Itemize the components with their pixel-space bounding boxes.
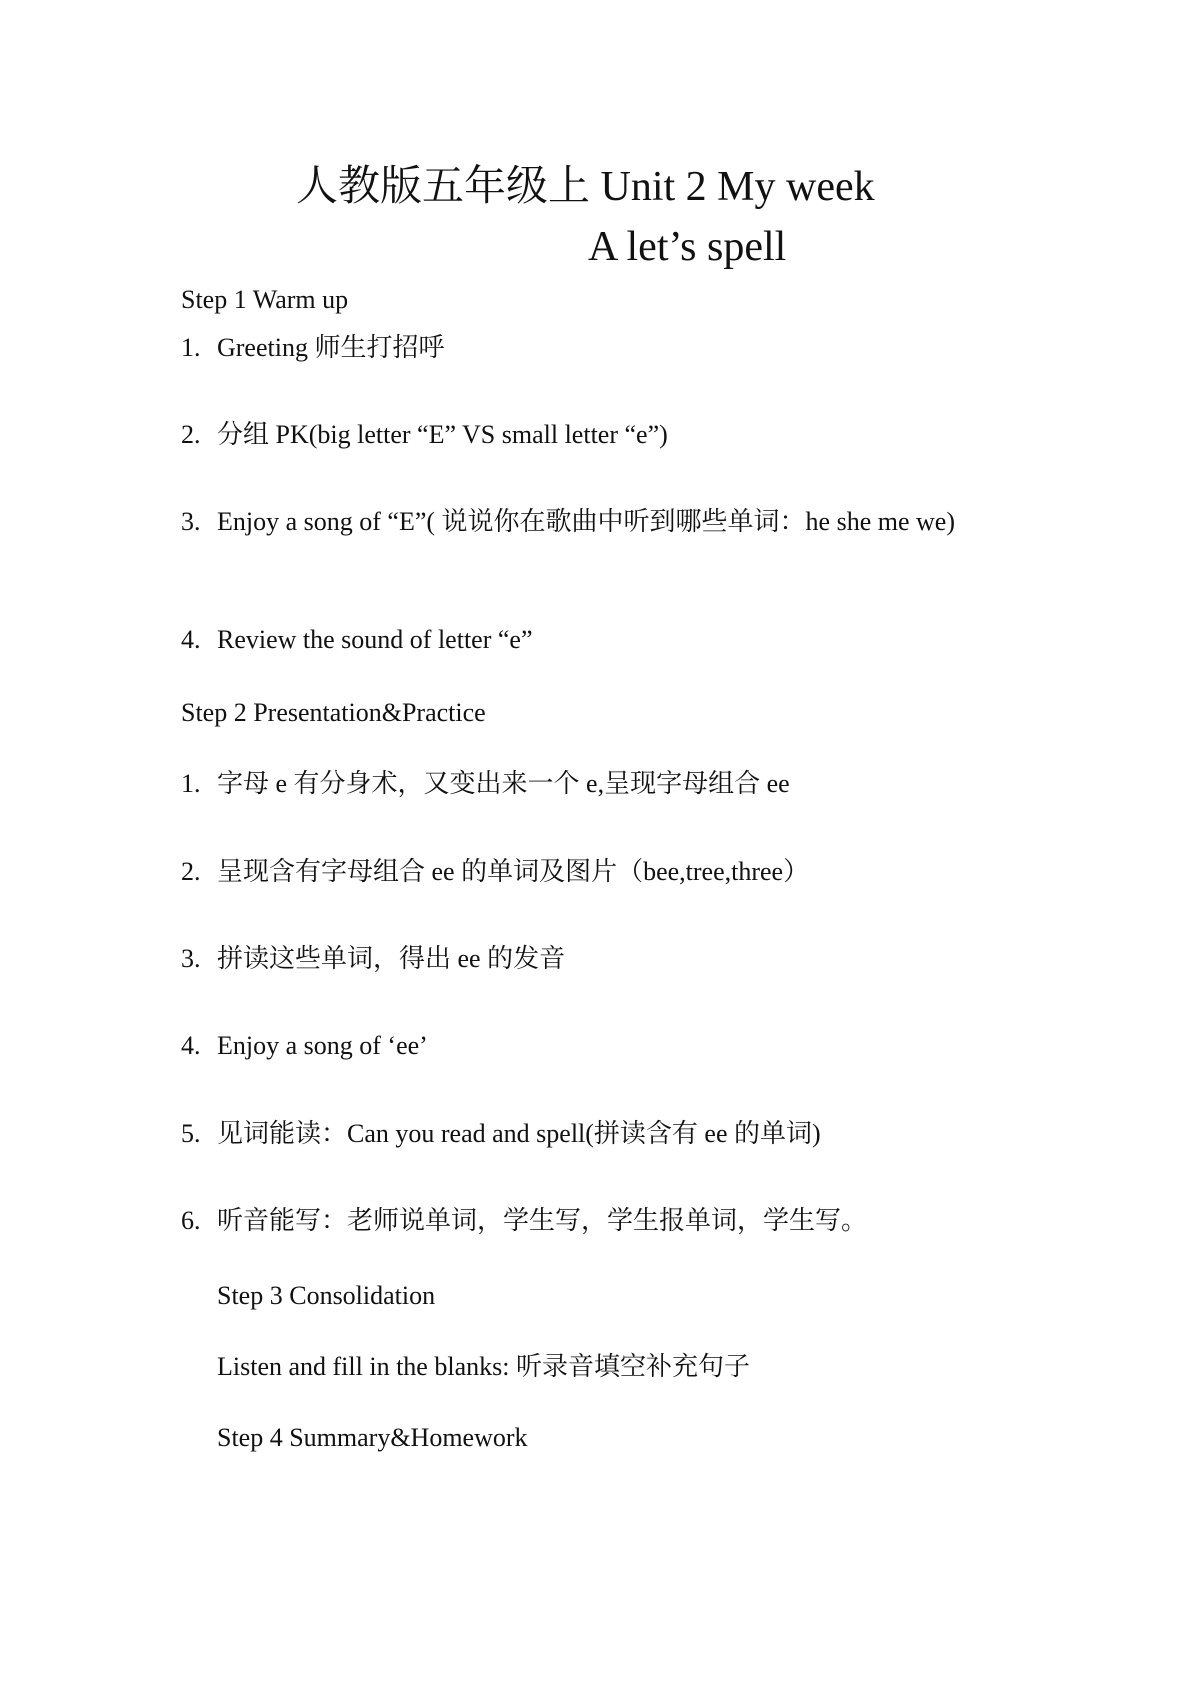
step1-heading: Step 1 Warm up <box>181 285 349 314</box>
list-item <box>181 413 1031 457</box>
item-text: Enjoy a song of ‘ee’ <box>217 1031 428 1060</box>
item-text: Greeting 师生打招呼 <box>217 333 445 362</box>
item-number: 1. <box>181 333 201 362</box>
item-text: 分组 PK(big letter “E” VS small letter “e”) <box>217 420 668 449</box>
item-number: 4. <box>181 625 201 654</box>
item-text: Enjoy a song of “E”( 说说你在歌曲中听到哪些单词：he she me we) <box>217 507 955 536</box>
list-item <box>181 500 1031 544</box>
item-number: 3. <box>181 944 201 973</box>
item-number: 4. <box>181 1031 201 1060</box>
list-item <box>181 326 1031 370</box>
item-number: 3. <box>181 507 201 536</box>
step3-heading: Step 3 Consolidation <box>217 1281 436 1310</box>
item-number: 2. <box>181 857 201 886</box>
list-item <box>181 1112 1031 1156</box>
step4-heading: Step 4 Summary&Homework <box>217 1423 528 1452</box>
item-number: 2. <box>181 420 201 449</box>
step2-heading: Step 2 Presentation&Practice <box>181 698 486 727</box>
step3-text: Listen and fill in the blanks: 听录音填空补充句子 <box>217 1352 750 1381</box>
list-item <box>181 1199 1031 1243</box>
list-item <box>181 850 1031 894</box>
item-text: Review the sound of letter “e” <box>217 625 533 654</box>
item-number: 6. <box>181 1206 201 1235</box>
item-text: 见词能读：Can you read and spell(拼读含有 ee 的单词) <box>217 1119 821 1148</box>
list-item <box>181 762 1031 806</box>
list-item <box>181 618 1031 662</box>
item-number: 1. <box>181 769 201 798</box>
list-item <box>181 1024 1031 1068</box>
item-text: 听音能写：老师说单词，学生写，学生报单词，学生写。 <box>217 1206 868 1235</box>
item-text: 呈现含有字母组合 ee 的单词及图片（bee,tree,three） <box>217 857 810 886</box>
list-item <box>181 937 1031 981</box>
title-line-2: A let’s spell <box>588 224 787 270</box>
title-line-1: 人教版五年级上 Unit 2 My week <box>296 164 875 210</box>
item-text: 字母 e 有分身术，又变出来一个 e,呈现字母组合 ee <box>217 769 790 798</box>
item-text: 拼读这些单词，得出 ee 的发音 <box>217 944 566 973</box>
item-number: 5. <box>181 1119 201 1148</box>
